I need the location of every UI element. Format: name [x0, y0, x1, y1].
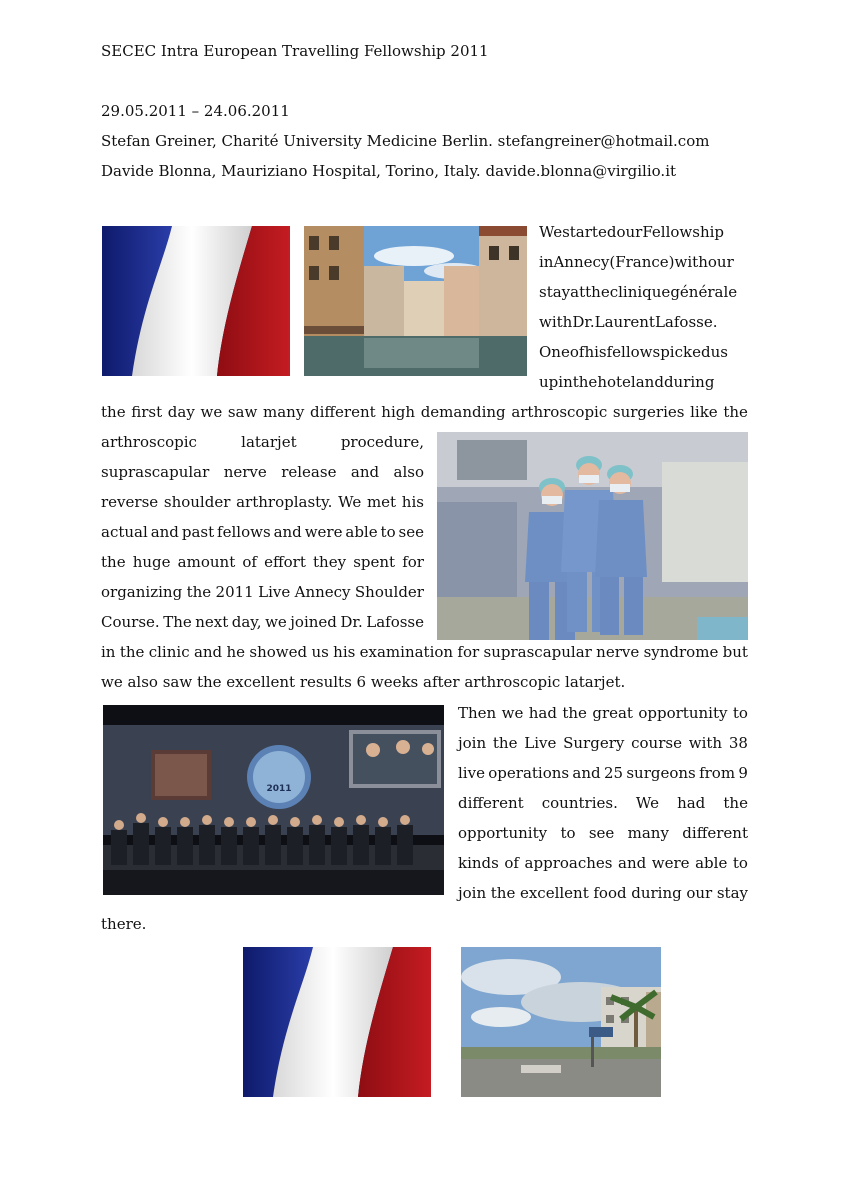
- word: stay: [539, 283, 571, 301]
- word: excellent: [519, 884, 589, 902]
- word: he: [226, 643, 246, 661]
- stage-badge-year: 2011: [266, 784, 292, 794]
- word: We: [338, 493, 362, 511]
- word: his: [584, 343, 607, 361]
- word: day: [167, 403, 195, 421]
- word: Annecy: [294, 583, 351, 601]
- paragraph-procedures: [101, 427, 424, 637]
- word: and: [618, 854, 647, 872]
- word: were: [651, 854, 690, 872]
- word: arthroscopic: [511, 403, 608, 421]
- word: us: [311, 643, 329, 661]
- text-line: [539, 247, 734, 277]
- word: huge: [132, 553, 171, 571]
- word: Surgery: [563, 734, 625, 752]
- word: Annecy: [553, 253, 610, 271]
- word: great: [592, 704, 633, 722]
- word: 38: [728, 734, 748, 752]
- word: his: [401, 493, 424, 511]
- word: our: [686, 884, 713, 902]
- word: to: [380, 523, 396, 541]
- text-line-full: [101, 637, 748, 667]
- word: Then: [458, 704, 497, 722]
- word: Dr.: [340, 613, 363, 631]
- word: of: [569, 343, 585, 361]
- word: suprascapular: [483, 643, 592, 661]
- text-line: [458, 728, 748, 758]
- word: during: [631, 884, 682, 902]
- french-flag-photo: [102, 226, 290, 376]
- text-line: [539, 337, 728, 367]
- word: approaches: [524, 854, 613, 872]
- text-line: [539, 217, 724, 247]
- author-line-1: Stefan Greiner, Charité University Medicine Berlin. stefangreiner@hotmail.com: [101, 132, 710, 150]
- word: opportunity: [458, 824, 548, 842]
- word: stay: [716, 884, 748, 902]
- word: amount: [177, 553, 236, 571]
- word: syndrome: [643, 643, 719, 661]
- word: the: [585, 283, 610, 301]
- word: examination: [359, 643, 454, 661]
- word: up: [539, 373, 559, 391]
- text-line: [101, 457, 424, 487]
- word: food: [593, 884, 627, 902]
- word: see: [398, 523, 424, 541]
- word: had: [528, 704, 557, 722]
- word: nerve: [596, 643, 640, 661]
- word: started: [562, 223, 617, 241]
- word: the: [101, 553, 126, 571]
- word: many: [627, 824, 669, 842]
- word: the: [572, 373, 598, 391]
- word: picked: [660, 343, 711, 361]
- word: join: [458, 884, 487, 902]
- word: nerve: [223, 463, 267, 481]
- paragraph-live-surgery: [458, 698, 748, 908]
- word: many: [263, 403, 305, 421]
- word: like: [690, 403, 718, 421]
- annecy-canal-photo: [304, 226, 527, 376]
- document-title: SECEC Intra European Travelling Fellowship 2011: [101, 42, 489, 60]
- word: hotel: [597, 373, 636, 391]
- word: of: [504, 854, 519, 872]
- word: Laurent: [594, 313, 655, 331]
- author-line-2: Davide Blonna, Mauriziano Hospital, Torino, Italy. davide.blonna@virgilio.it: [101, 162, 677, 180]
- word: countries.: [541, 794, 618, 812]
- text-line: [458, 848, 748, 878]
- word: Dr.: [572, 313, 595, 331]
- word: with: [539, 313, 573, 331]
- word: met: [366, 493, 397, 511]
- word: shoulder: [163, 493, 231, 511]
- word: his: [333, 643, 356, 661]
- word: Live: [258, 583, 291, 601]
- word: (France): [609, 253, 675, 271]
- word: in: [101, 643, 116, 661]
- word: effort: [264, 553, 306, 571]
- text-line: [458, 878, 748, 908]
- word: 2011: [215, 583, 254, 601]
- word: saw: [227, 403, 258, 421]
- text-line: [458, 788, 748, 818]
- word: and: [273, 523, 302, 541]
- word: Lafosse: [366, 613, 424, 631]
- word: procedure,: [340, 433, 424, 451]
- word: spent: [353, 553, 396, 571]
- word: and: [350, 463, 380, 481]
- word: Lafosse.: [654, 313, 718, 331]
- word: from: [699, 764, 736, 782]
- text-line: [101, 577, 424, 607]
- word: the: [723, 403, 748, 421]
- word: and: [150, 523, 179, 541]
- word: Shoulder: [354, 583, 424, 601]
- word: Course.: [101, 613, 160, 631]
- word: One: [539, 343, 570, 361]
- word: day,: [231, 613, 262, 631]
- word: join: [458, 734, 487, 752]
- french-flag-photo-2: [243, 947, 431, 1097]
- word: at: [570, 283, 586, 301]
- word: surgeries: [612, 403, 685, 421]
- word: to: [560, 824, 576, 842]
- word: they: [313, 553, 347, 571]
- word: different: [309, 403, 376, 421]
- word: also: [393, 463, 424, 481]
- word: high: [381, 403, 416, 421]
- text-line: [539, 277, 737, 307]
- word: arthroscopic: [101, 433, 197, 451]
- word: for: [402, 553, 424, 571]
- word: in: [558, 373, 573, 391]
- word: We: [635, 794, 659, 812]
- surgeons-photo: [437, 432, 748, 640]
- conference-stage-photo: [103, 705, 444, 895]
- word: we: [265, 613, 287, 631]
- word: the: [490, 884, 516, 902]
- word: with: [688, 734, 723, 752]
- word: first: [131, 403, 163, 421]
- word: fellows: [606, 343, 661, 361]
- word: different: [458, 794, 524, 812]
- word: to: [732, 854, 748, 872]
- word: with: [674, 253, 708, 271]
- word: and: [193, 643, 223, 661]
- word: demanding: [420, 403, 506, 421]
- word: were: [304, 523, 343, 541]
- word: past: [181, 523, 215, 541]
- word: showed: [249, 643, 308, 661]
- text-line: [539, 367, 714, 397]
- word: suprascapular: [101, 463, 210, 481]
- word: us: [710, 343, 728, 361]
- word: the: [492, 734, 518, 752]
- word: and: [572, 764, 601, 782]
- word: our: [707, 253, 734, 271]
- word: our: [616, 223, 643, 241]
- word: latarjet: [241, 433, 297, 451]
- word: able: [695, 854, 728, 872]
- text-line: [539, 307, 718, 337]
- word: opportunity: [638, 704, 728, 722]
- text-line: [101, 517, 424, 547]
- word: Live: [524, 734, 557, 752]
- word: the: [101, 403, 126, 421]
- word: surgeons: [626, 764, 696, 782]
- text-line: [458, 698, 748, 728]
- word: the: [186, 583, 212, 601]
- text-line: [101, 547, 424, 577]
- word: the: [723, 794, 748, 812]
- word: but: [722, 643, 748, 661]
- text-line: [458, 758, 748, 788]
- word: 9: [738, 764, 748, 782]
- paragraph-annecy-intro: [539, 217, 748, 397]
- word: organizing: [101, 583, 183, 601]
- word: next: [195, 613, 229, 631]
- word: we: [200, 403, 223, 421]
- word: joined: [290, 613, 337, 631]
- word: kinds: [458, 854, 499, 872]
- word: clinique: [609, 283, 671, 301]
- text-line-full: [101, 397, 748, 427]
- word: able: [345, 523, 378, 541]
- word: live: [458, 764, 485, 782]
- word: clinic: [148, 643, 190, 661]
- word: arthroplasty.: [236, 493, 333, 511]
- text-line: there.: [101, 915, 147, 933]
- word: had: [677, 794, 706, 812]
- word: Fellowship: [642, 223, 724, 241]
- word: actual: [101, 523, 148, 541]
- word: and: [635, 373, 664, 391]
- word: during: [663, 373, 715, 391]
- text-line: [101, 607, 424, 637]
- text-line: [101, 487, 424, 517]
- word: the: [562, 704, 587, 722]
- word: operations: [488, 764, 570, 782]
- word: we: [501, 704, 524, 722]
- text-line: [458, 818, 748, 848]
- word: see: [588, 824, 615, 842]
- word: We: [539, 223, 563, 241]
- word: release: [281, 463, 337, 481]
- word: to: [732, 704, 748, 722]
- word: in: [539, 253, 554, 271]
- fellowship-dates: 29.05.2011 – 24.06.2011: [101, 102, 290, 120]
- word: fellows: [217, 523, 271, 541]
- word: different: [682, 824, 748, 842]
- word: générale: [670, 283, 738, 301]
- text-line-full: we also saw the excellent results 6 weeks after arthroscopic latarjet.: [101, 673, 626, 691]
- word: 25: [603, 764, 624, 782]
- word: course: [631, 734, 682, 752]
- text-line: [101, 427, 424, 457]
- promenade-photo: [461, 947, 661, 1097]
- word: the: [119, 643, 145, 661]
- word: reverse: [101, 493, 159, 511]
- word: of: [242, 553, 257, 571]
- word: for: [457, 643, 480, 661]
- word: The: [163, 613, 192, 631]
